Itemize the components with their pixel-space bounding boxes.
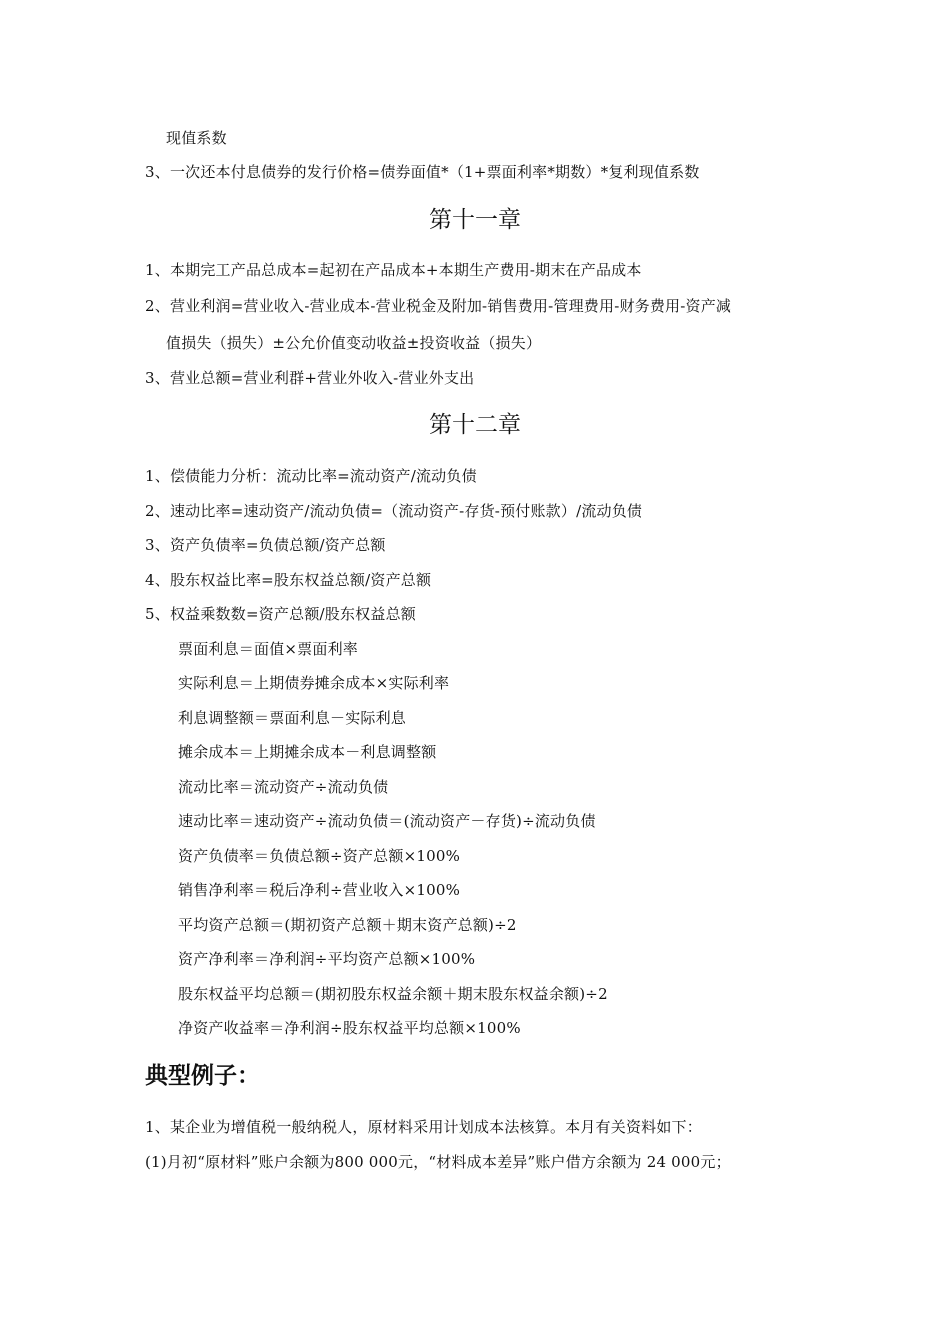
formula-line: 平均资产总额＝(期初资产总额＋期末资产总额)÷2 bbox=[178, 916, 517, 934]
chapter-12-title: 第十二章 bbox=[429, 412, 521, 438]
formula-line: 利息调整额＝票面利息－实际利息 bbox=[178, 709, 407, 727]
text-line: 3、一次还本付息债券的发行价格=债券面值*（1+票面利率*期数）*复利现值系数 bbox=[145, 163, 700, 181]
formula-line: 摊余成本＝上期摊余成本－利息调整额 bbox=[178, 743, 437, 761]
text-line: 现值系数 bbox=[166, 129, 227, 147]
formula-line: 股东权益平均总额＝(期初股东权益余额＋期末股东权益余额)÷2 bbox=[178, 985, 608, 1003]
text-line: 2、营业利润=营业收入-营业成本-营业税金及附加-销售费用-管理费用-财务费用-资产减 bbox=[145, 297, 732, 315]
text-line: 3、资产负债率=负债总额/资产总额 bbox=[145, 536, 386, 554]
formula-line: 实际利息＝上期债券摊余成本×实际利率 bbox=[178, 674, 450, 692]
text-line: 2、速动比率=速动资产/流动负债=（流动资产-存货-预付账款）/流动负债 bbox=[145, 502, 643, 520]
text-line: 1、某企业为增值税一般纳税人，原材料采用计划成本法核算。本月有关资料如下： bbox=[145, 1118, 702, 1136]
text-line: 1、本期完工产品总成本=起初在产品成本+本期生产费用-期末在产品成本 bbox=[145, 261, 642, 279]
text-line: 3、营业总额=营业利群+营业外收入-营业外支出 bbox=[145, 369, 475, 387]
text-line: 1、偿债能力分析：流动比率=流动资产/流动负债 bbox=[145, 467, 477, 485]
formula-line: 速动比率＝速动资产÷流动负债＝(流动资产－存货)÷流动负债 bbox=[178, 812, 596, 830]
formula-line: 资产负债率＝负债总额÷资产总额×100% bbox=[178, 847, 461, 865]
formula-line: 资产净利率＝净利润÷平均资产总额×100% bbox=[178, 950, 476, 968]
text-line: 4、股东权益比率=股东权益总额/资产总额 bbox=[145, 571, 432, 589]
text-line: 5、权益乘数数=资产总额/股东权益总额 bbox=[145, 605, 416, 623]
chapter-11-title: 第十一章 bbox=[429, 207, 521, 233]
text-line: (1)月初“原材料”账户余额为800 000元，“材料成本差异”账户借方余额为 24 000元； bbox=[145, 1153, 731, 1171]
formula-line: 流动比率＝流动资产÷流动负债 bbox=[178, 778, 389, 796]
examples-heading: 典型例子： bbox=[145, 1063, 260, 1089]
formula-line: 票面利息＝面值×票面利率 bbox=[178, 640, 358, 658]
text-line: 值损失（损失）±公允价值变动收益±投资收益（损失） bbox=[166, 334, 542, 352]
formula-line: 销售净利率＝税后净利÷营业收入×100% bbox=[178, 881, 461, 899]
formula-line: 净资产收益率＝净利润÷股东权益平均总额×100% bbox=[178, 1019, 521, 1037]
